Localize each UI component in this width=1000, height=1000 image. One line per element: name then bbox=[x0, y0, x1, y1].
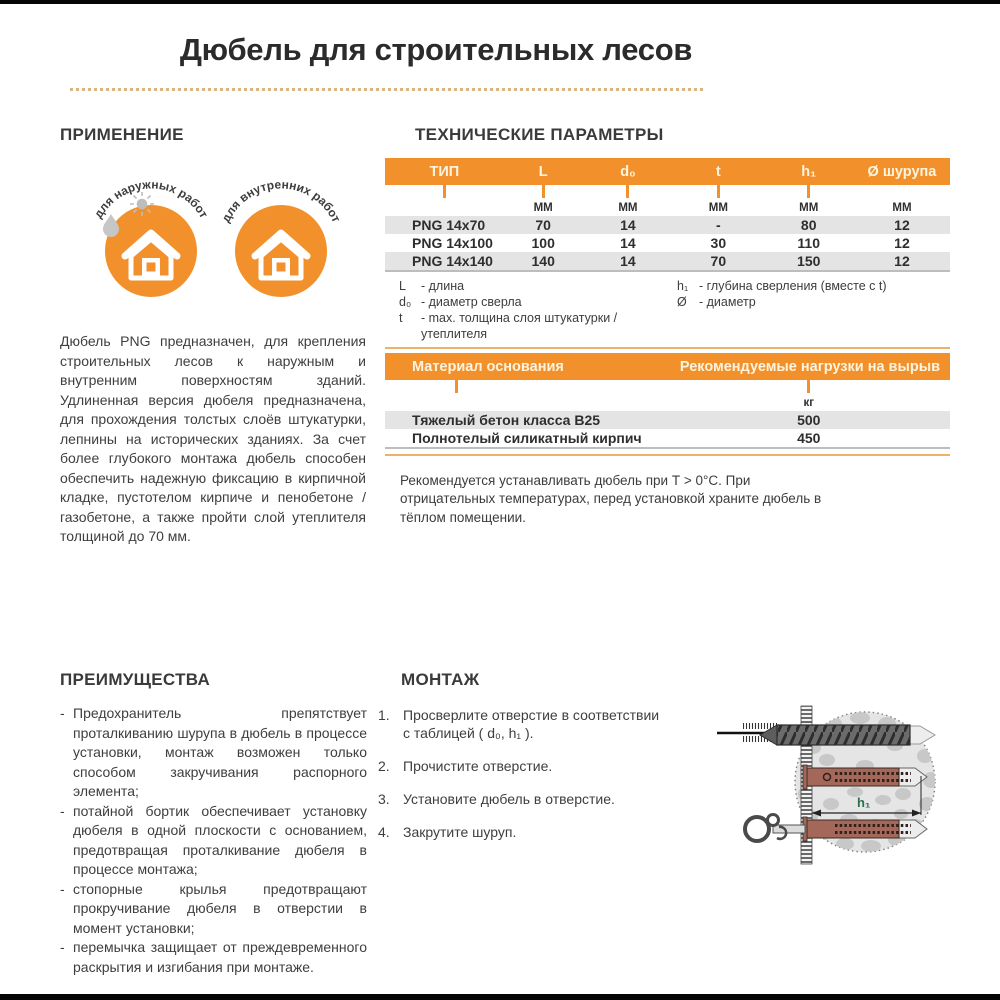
table-row bbox=[385, 252, 950, 271]
loads-block bbox=[385, 353, 950, 456]
tick-mark bbox=[443, 185, 446, 198]
installation-diagram bbox=[715, 672, 975, 892]
installation-temperature-note: Рекомендуется устанавливать дюбель при Т > 0°С. При отрицательных температурах, перед установкой храните дюбель в тёплом помещении. bbox=[400, 472, 822, 525]
step-number: 3. bbox=[378, 791, 390, 807]
advantages-heading: ПРЕИМУЩЕСТВА bbox=[60, 670, 211, 689]
cell-L: 70 bbox=[535, 217, 551, 233]
advantage-item: - стопорные крылья предотвращают прокручивание дюбеля в отверстии в момент установки; bbox=[60, 880, 367, 939]
cell-screw-diameter: 12 bbox=[854, 252, 950, 271]
col-L: L bbox=[504, 158, 583, 185]
advantage-item: - Предохранитель препятствует проталкиванию шурупа в дюбель в процессе установки, монтаж возможен только способом закручивания распорного элемента; bbox=[60, 704, 367, 802]
table-row bbox=[385, 429, 950, 448]
tick-mark bbox=[807, 185, 810, 198]
table-row bbox=[385, 411, 950, 429]
drill-icon bbox=[760, 725, 910, 745]
montage-step bbox=[378, 823, 668, 841]
tech-params-table bbox=[385, 158, 950, 272]
tick-mark bbox=[455, 380, 458, 393]
cell-screw-diameter: 12 bbox=[894, 235, 910, 251]
indoor-badge-label: для внутренних работ bbox=[218, 177, 344, 225]
eye-hook-icon bbox=[745, 815, 805, 842]
table-header-row bbox=[385, 353, 950, 380]
unit-label: ММ bbox=[618, 202, 638, 214]
cell-d0: 14 bbox=[583, 252, 673, 271]
step-number: 4. bbox=[378, 824, 390, 840]
montage-step bbox=[378, 706, 668, 742]
advantage-item: - потайной бортик обеспечивает установку дюбеля в одной плоскости с основанием, предотвращая проталкивание дюбеля в процессе монтажа; bbox=[60, 802, 367, 880]
montage-step bbox=[378, 790, 668, 808]
step-text: Закрутите шуруп. bbox=[403, 824, 517, 840]
outdoor-badge bbox=[85, 168, 217, 309]
col-load: Рекомендуемые нагрузки на вырыв bbox=[668, 353, 951, 380]
dowel-icon bbox=[803, 817, 927, 841]
legend-item: Ø - диаметр bbox=[677, 294, 950, 310]
dowel-icon bbox=[803, 765, 927, 789]
montage-step bbox=[378, 757, 668, 775]
loads-table bbox=[385, 353, 950, 449]
step-number: 2. bbox=[378, 758, 390, 774]
cell-material: Полнотелый силикатный кирпич bbox=[385, 429, 668, 448]
cell-type: PNG 14x70 bbox=[412, 217, 486, 233]
cell-d0: 14 bbox=[620, 217, 636, 233]
unit-label: ММ bbox=[533, 202, 553, 214]
h1-dimension-label: h₁ bbox=[857, 795, 871, 810]
section-rule bbox=[385, 347, 950, 349]
legend-item: d₀ - диаметр сверла bbox=[399, 294, 677, 310]
indoor-badge-icon bbox=[215, 168, 347, 304]
col-screw-diameter: Ø шурупа bbox=[854, 158, 950, 185]
cell-screw-diameter: 12 bbox=[894, 217, 910, 233]
col-type: ТИП bbox=[385, 158, 504, 185]
table-row bbox=[385, 234, 950, 252]
product-description: Дюбель PNG предназначен, для крепления строительных лесов к наружным и внутренним поверхностям зданий. Удлиненная версия дюбеля предназначена, для прохождения толстых слоёв штукатурки, лепнины на исторических зданиях. За счет более глубокого монтажа дюбель способен обеспечить надежную фиксацию в кирпичной кладке, пустотелом кирпиче и пенобетоне / газобетоне, а также пройти слой утеплителя толщиной до 70 мм. bbox=[60, 333, 366, 544]
step-text: Просверлите отверстие в соответствии с таблицей ( d₀, h₁ ). bbox=[403, 707, 660, 741]
table-row bbox=[385, 216, 950, 234]
tech-params-heading: ТЕХНИЧЕСКИЕ ПАРАМЕТРЫ bbox=[415, 125, 664, 144]
col-material: Материал основания bbox=[385, 353, 668, 380]
cell-h1: 80 bbox=[800, 217, 817, 233]
unit-label: ММ bbox=[799, 202, 819, 214]
badge-circle bbox=[105, 205, 197, 297]
table-legend bbox=[385, 278, 950, 342]
col-t: t bbox=[673, 158, 763, 185]
units-row bbox=[385, 199, 950, 216]
legend-item: L - длина bbox=[399, 278, 677, 294]
cell-t: 30 bbox=[710, 235, 727, 251]
cell-L: 100 bbox=[531, 235, 555, 251]
montage-heading: МОНТАЖ bbox=[401, 670, 480, 689]
waterdrop-icon bbox=[103, 214, 119, 237]
sun-icon bbox=[130, 192, 154, 216]
step-number: 1. bbox=[378, 707, 390, 723]
advantage-item: - перемычка защищает от преждевременного раскрытия и изгибания при монтаже. bbox=[60, 938, 367, 977]
cell-t: 70 bbox=[673, 252, 763, 271]
cell-load-value: 450 bbox=[668, 429, 951, 448]
cell-material: Тяжелый бетон класса B25 bbox=[412, 412, 601, 428]
indoor-badge bbox=[215, 168, 347, 309]
section-rule bbox=[385, 454, 950, 456]
tick-mark bbox=[626, 185, 629, 198]
col-h1: h₁ bbox=[764, 158, 854, 185]
legend-item: h₁ - глубина сверления (вместе с t) bbox=[677, 278, 950, 294]
col-d0: d₀ bbox=[583, 158, 673, 185]
page-title: Дюбель для строительных лесов bbox=[179, 32, 693, 67]
tick-mark bbox=[807, 380, 810, 393]
cell-h1: 110 bbox=[797, 235, 820, 251]
unit-label: кг bbox=[803, 397, 815, 409]
outdoor-badge-label: для наружных работ bbox=[91, 177, 212, 221]
badge-circle bbox=[235, 205, 327, 297]
unit-label: ММ bbox=[892, 202, 912, 214]
table-header-row bbox=[385, 158, 950, 185]
cell-h1: 150 bbox=[764, 252, 854, 271]
step-text: Установите дюбель в отверстие. bbox=[403, 791, 615, 807]
unit-label: ММ bbox=[708, 202, 728, 214]
units-row bbox=[385, 394, 950, 411]
legend-item: t - max. толщина слоя штукатурки / утеплителя bbox=[399, 310, 677, 342]
tick-mark bbox=[717, 185, 720, 198]
title-separator bbox=[70, 88, 703, 91]
advantages-list bbox=[60, 704, 367, 977]
cell-t: - bbox=[715, 217, 721, 233]
bottom-edge-bar bbox=[0, 994, 1000, 1000]
header-ticks-row bbox=[385, 380, 950, 394]
cell-type: PNG 14x140 bbox=[385, 252, 504, 271]
header-ticks-row bbox=[385, 185, 950, 199]
cell-load-value: 500 bbox=[797, 412, 821, 428]
cell-d0: 14 bbox=[620, 235, 636, 251]
cell-type: PNG 14x100 bbox=[412, 235, 493, 251]
montage-steps bbox=[378, 706, 668, 856]
tech-params-block bbox=[385, 158, 950, 349]
step-text: Прочистите отверстие. bbox=[403, 758, 553, 774]
tick-mark bbox=[542, 185, 545, 198]
cell-L: 140 bbox=[504, 252, 583, 271]
top-edge-bar bbox=[0, 0, 1000, 4]
snowflake-icon: ❄ bbox=[176, 221, 190, 238]
application-heading: ПРИМЕНЕНИЕ bbox=[60, 125, 184, 144]
outdoor-badge-icon bbox=[85, 168, 217, 304]
